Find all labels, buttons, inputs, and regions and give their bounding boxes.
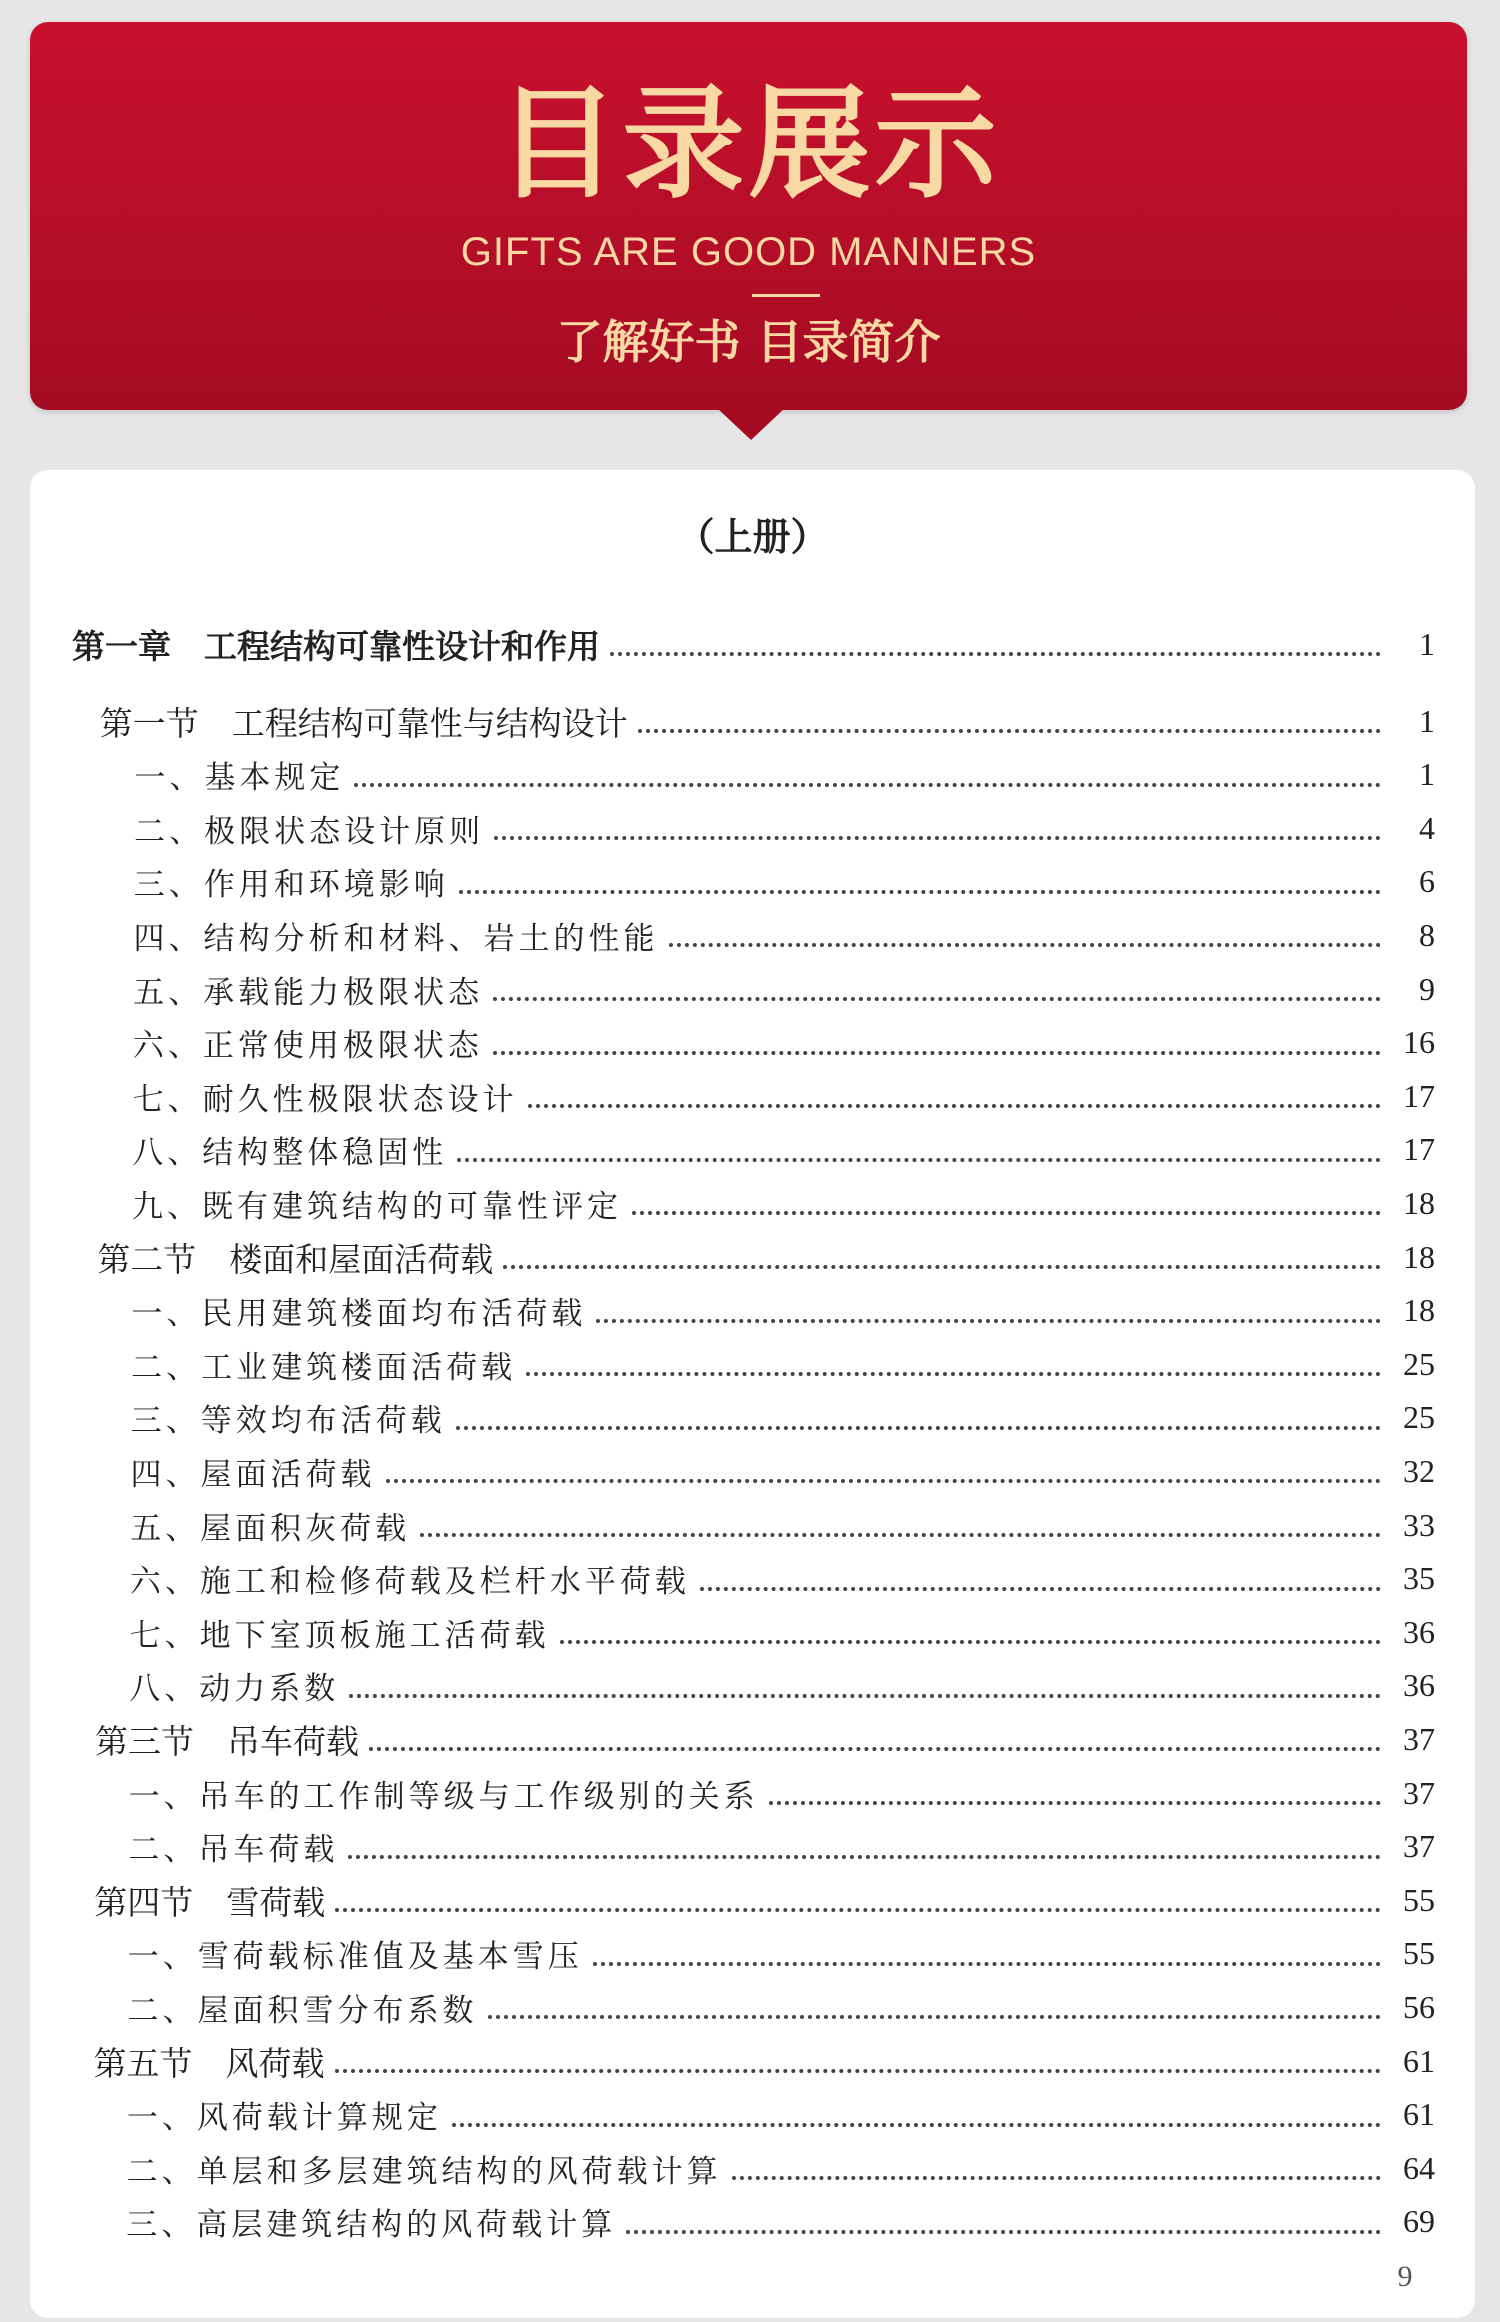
toc-entry-page: 25 [1402, 1399, 1435, 1436]
toc-entry-item [134, 909, 1436, 961]
dot-leader [610, 652, 1381, 656]
dot-leader [769, 1801, 1381, 1805]
dot-leader [456, 1426, 1381, 1430]
toc-entry-page: 61 [1403, 2042, 1435, 2079]
toc-entry-label: 二、工业建筑楼面活荷载 [131, 1349, 517, 1386]
dot-leader [493, 1051, 1381, 1055]
toc-entry-label: 一、基本规定 [134, 760, 345, 797]
toc-entry-page: 1 [1419, 625, 1435, 662]
toc-entry-label: 一、风荷载计算规定 [126, 2100, 442, 2137]
toc-entry-item [134, 856, 1435, 908]
toc-entry-section [94, 2035, 1436, 2087]
toc-entry-page: 18 [1402, 1292, 1435, 1329]
toc-entry-item [128, 1928, 1435, 1980]
dot-leader [700, 1587, 1381, 1591]
toc-entry-chapter [72, 618, 1435, 670]
toc-entry-item [131, 1392, 1435, 1444]
toc-entry-label: 七、耐久性极限状态设计 [132, 1081, 518, 1118]
toc-entry-page: 55 [1403, 1881, 1435, 1918]
toc-entry-label: 六、正常使用极限状态 [132, 1028, 483, 1065]
toc-entry-page: 17 [1402, 1077, 1435, 1114]
toc-entry-section [94, 1874, 1435, 1926]
toc-entry-page: 25 [1402, 1345, 1435, 1382]
dot-leader [493, 997, 1381, 1001]
toc-entry-item [134, 749, 1435, 801]
toc-entry-item [134, 802, 1435, 854]
toc-entry-label: 第三节 吊车荷载 [95, 1721, 359, 1761]
toc-entry-label: 四、结构分析和材料、岩土的性能 [133, 920, 659, 957]
toc-entry-item [127, 2089, 1435, 2141]
dot-leader [335, 1908, 1381, 1912]
toc-entry-label: 四、屋面活荷载 [130, 1456, 376, 1493]
toc-entry-page: 16 [1402, 1024, 1435, 1061]
dot-leader [386, 1479, 1382, 1483]
toc-entry-label: 三、作用和环境影响 [133, 867, 449, 904]
toc-entry-section [95, 1713, 1435, 1765]
toc-card [30, 470, 1475, 2318]
dot-leader [335, 2069, 1382, 2073]
dot-leader [626, 2230, 1381, 2234]
toc-entry-label: 第一章 工程结构可靠性设计和作用 [72, 626, 600, 666]
dot-leader [732, 2176, 1381, 2180]
toc-entry-item [133, 1017, 1435, 1069]
banner-tagline: 了解好书 目录简介 [556, 315, 941, 369]
toc-entry-item [128, 1981, 1436, 2033]
dot-leader [459, 890, 1381, 894]
toc-entry-page: 36 [1402, 1667, 1435, 1704]
dot-leader [452, 2123, 1381, 2127]
toc-entry-page: 18 [1403, 1238, 1435, 1275]
dot-leader [669, 943, 1382, 947]
toc-entry-page: 35 [1402, 1560, 1435, 1597]
toc-entry-page: 37 [1403, 1720, 1435, 1757]
toc-entry-page: 55 [1402, 1935, 1435, 1972]
toc-entry-label: 第二节 楼面和屋面活荷载 [97, 1239, 494, 1279]
toc-entry-item [128, 1821, 1435, 1873]
toc-entry-label: 三、等效均布活荷载 [130, 1403, 446, 1440]
dot-leader [369, 1747, 1381, 1751]
dot-leader [593, 1962, 1381, 1966]
banner-pointer-triangle [717, 408, 785, 440]
toc-entry-label: 二、吊车荷载 [128, 1832, 339, 1869]
toc-entry-item [129, 1660, 1435, 1712]
toc-entry-item [130, 1606, 1435, 1658]
dot-leader [632, 1211, 1381, 1215]
toc-entry-page: 37 [1402, 1774, 1435, 1811]
toc-entry-page: 56 [1403, 1988, 1435, 2025]
dot-leader [420, 1533, 1381, 1537]
toc-entry-item [131, 1338, 1435, 1390]
toc-entry-label: 第四节 雪荷载 [94, 1882, 326, 1922]
banner-divider [752, 294, 820, 297]
header-banner [30, 22, 1467, 410]
dot-leader [349, 1694, 1381, 1698]
toc-entry-label: 五、承载能力极限状态 [133, 974, 484, 1011]
dot-leader [638, 729, 1381, 733]
dot-leader [488, 2015, 1382, 2019]
toc-entry-page: 69 [1402, 2203, 1435, 2240]
toc-entry-item [126, 2196, 1435, 2248]
toc-entry-label: 六、施工和检修荷载及栏杆水平荷载 [129, 1564, 690, 1601]
toc-entry-page: 61 [1402, 2096, 1435, 2133]
toc-entry-page: 36 [1402, 1613, 1435, 1650]
toc-entry-page: 8 [1419, 916, 1435, 953]
toc-entry-label: 九、既有建筑结构的可靠性评定 [132, 1188, 622, 1225]
toc-entry-page: 9 [1418, 970, 1435, 1007]
toc-entry-label: 二、屋面积雪分布系数 [127, 1992, 478, 2029]
toc-entry-item [130, 1553, 1435, 1605]
toc-entry-item [130, 1499, 1435, 1551]
dot-leader [494, 836, 1381, 840]
dot-leader [457, 1158, 1381, 1162]
toc-entry-page: 18 [1403, 1184, 1435, 1221]
toc-entry-item [133, 1070, 1435, 1122]
page-number: 9 [1397, 2260, 1413, 2293]
toc-entry-section [100, 695, 1435, 747]
toc-entry-page: 1 [1418, 756, 1435, 793]
toc-entry-label: 二、极限状态设计原则 [134, 813, 485, 850]
toc-entry-item [129, 1767, 1435, 1819]
dot-leader [348, 1855, 1381, 1859]
toc-entry-label: 八、动力系数 [129, 1671, 340, 1708]
table-of-contents [30, 470, 1475, 2318]
toc-entry-label: 第五节 风荷载 [93, 2043, 325, 2083]
toc-entry-item [133, 963, 1435, 1015]
toc-entry-item [131, 1445, 1436, 1497]
toc-entry-page: 37 [1402, 1828, 1435, 1865]
dot-leader [526, 1372, 1381, 1376]
dot-leader [560, 1640, 1381, 1644]
toc-entry-page: 1 [1419, 702, 1435, 739]
toc-entry-label: 八、结构整体稳固性 [132, 1135, 448, 1172]
toc-entry-item [132, 1177, 1435, 1229]
toc-entry-label: 三、高层建筑结构的风荷载计算 [126, 2207, 617, 2244]
toc-entry-item [127, 2142, 1435, 2194]
banner-title: 目录展示 [496, 73, 1001, 215]
toc-entry-label: 一、民用建筑楼面均布活荷载 [131, 1296, 587, 1333]
toc-entry-page: 17 [1402, 1131, 1435, 1168]
dot-leader [503, 1265, 1381, 1269]
toc-entry-label: 二、单层和多层建筑结构的风荷载计算 [126, 2153, 722, 2190]
toc-entry-label: 第一节 工程结构可靠性与结构设计 [99, 703, 628, 743]
toc-entry-page: 33 [1402, 1506, 1435, 1543]
dot-leader [354, 783, 1381, 787]
toc-entry-section [97, 1231, 1435, 1283]
toc-entry-item [131, 1285, 1435, 1337]
banner-subtitle: GIFTS ARE GOOD MANNERS [460, 230, 1037, 274]
toc-entry-label: 七、地下室顶板施工活荷载 [129, 1617, 550, 1654]
toc-entry-page: 6 [1418, 863, 1435, 900]
toc-entry-page: 4 [1418, 809, 1435, 846]
toc-entry-page: 32 [1403, 1452, 1435, 1489]
dot-leader [596, 1319, 1381, 1323]
toc-entry-label: 五、屋面积灰荷载 [130, 1510, 411, 1547]
volume-label: （上册） [676, 514, 829, 559]
toc-entry-page: 64 [1402, 2149, 1435, 2186]
toc-entry-item [132, 1124, 1435, 1176]
dot-leader [528, 1104, 1381, 1108]
toc-entry-label: 一、雪荷载标准值及基本雪压 [127, 1939, 583, 1976]
toc-entry-label: 一、吊车的工作制等级与工作级别的关系 [128, 1778, 759, 1815]
